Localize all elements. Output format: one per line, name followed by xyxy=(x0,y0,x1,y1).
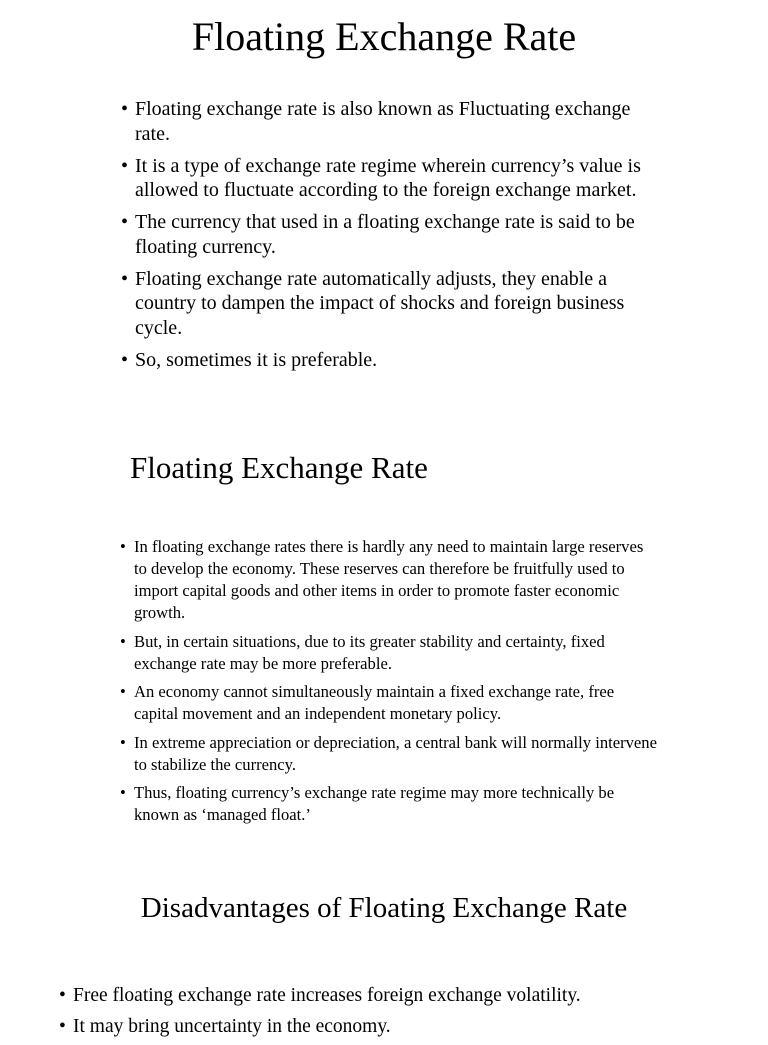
list-item xyxy=(121,348,641,373)
bullet-icon: • xyxy=(121,98,129,120)
bullet-text: So, sometimes it is preferable. xyxy=(135,348,378,371)
list-item xyxy=(121,154,641,203)
list-item xyxy=(121,97,641,146)
list-item xyxy=(121,267,641,341)
bullet-text: It may bring uncertainty in the economy. xyxy=(73,1016,391,1037)
slide-1-title: Floating Exchange Rate xyxy=(191,14,577,59)
slide-3-bullet-list xyxy=(59,983,739,1045)
bullet-text: But, in certain situations, due to its greater stability and certainty, fixed exchange rate may be more preferable. xyxy=(134,631,605,673)
slide-2-title: Floating Exchange Rate xyxy=(130,450,428,485)
bullet-text: The currency that used in a floating exchange rate is said to be floating currency. xyxy=(135,211,635,258)
bullet-icon: • xyxy=(120,783,126,802)
bullet-icon: • xyxy=(120,682,126,701)
bullet-text: Floating exchange rate is also known as Fluctuating exchange rate. xyxy=(135,98,631,145)
bullet-text: Thus, floating currency’s exchange rate regime may more technically be known as ‘managed float.’ xyxy=(134,783,615,824)
bullet-icon: • xyxy=(120,537,126,556)
slide-2-bullet-list xyxy=(120,536,660,833)
list-item xyxy=(120,681,660,725)
bullet-icon: • xyxy=(121,348,129,371)
bullet-icon: • xyxy=(121,267,129,290)
slide-3-title: Disadvantages of Floating Exchange Rate xyxy=(140,892,628,924)
bullet-icon: • xyxy=(120,631,126,651)
list-item xyxy=(59,983,739,1008)
slide-1-bullet-list xyxy=(121,97,641,380)
bullet-icon: • xyxy=(59,1016,66,1037)
bullet-text: In extreme appreciation or depreciation, a central bank will normally intervene to stabilize the currency. xyxy=(134,732,657,774)
bullet-icon: • xyxy=(120,732,126,752)
bullet-text: Floating exchange rate automatically adjusts, they enable a country to dampen the impact of shocks and foreign business cycle. xyxy=(135,267,625,339)
list-item xyxy=(120,631,660,675)
bullet-icon: • xyxy=(121,154,129,177)
bullet-text: Free floating exchange rate increases foreign exchange volatility. xyxy=(73,985,581,1006)
bullet-text: An economy cannot simultaneously maintain a fixed exchange rate, free capital movement and an independent monetary policy. xyxy=(134,682,615,723)
list-item xyxy=(120,782,660,826)
bullet-icon: • xyxy=(121,211,129,233)
list-item xyxy=(121,210,641,259)
list-item xyxy=(120,536,660,624)
list-item xyxy=(120,732,660,776)
bullet-text: In floating exchange rates there is hardly any need to maintain large reserves to develop the economy. These reserves can therefore be fruitfully used to import capital goods and other items in order to promote faster economic growth. xyxy=(134,537,644,622)
bullet-text: It is a type of exchange rate regime wherein currency’s value is allowed to fluctuate according to the foreign exchange market. xyxy=(135,154,641,201)
list-item xyxy=(59,1014,739,1039)
bullet-icon: • xyxy=(59,985,66,1006)
